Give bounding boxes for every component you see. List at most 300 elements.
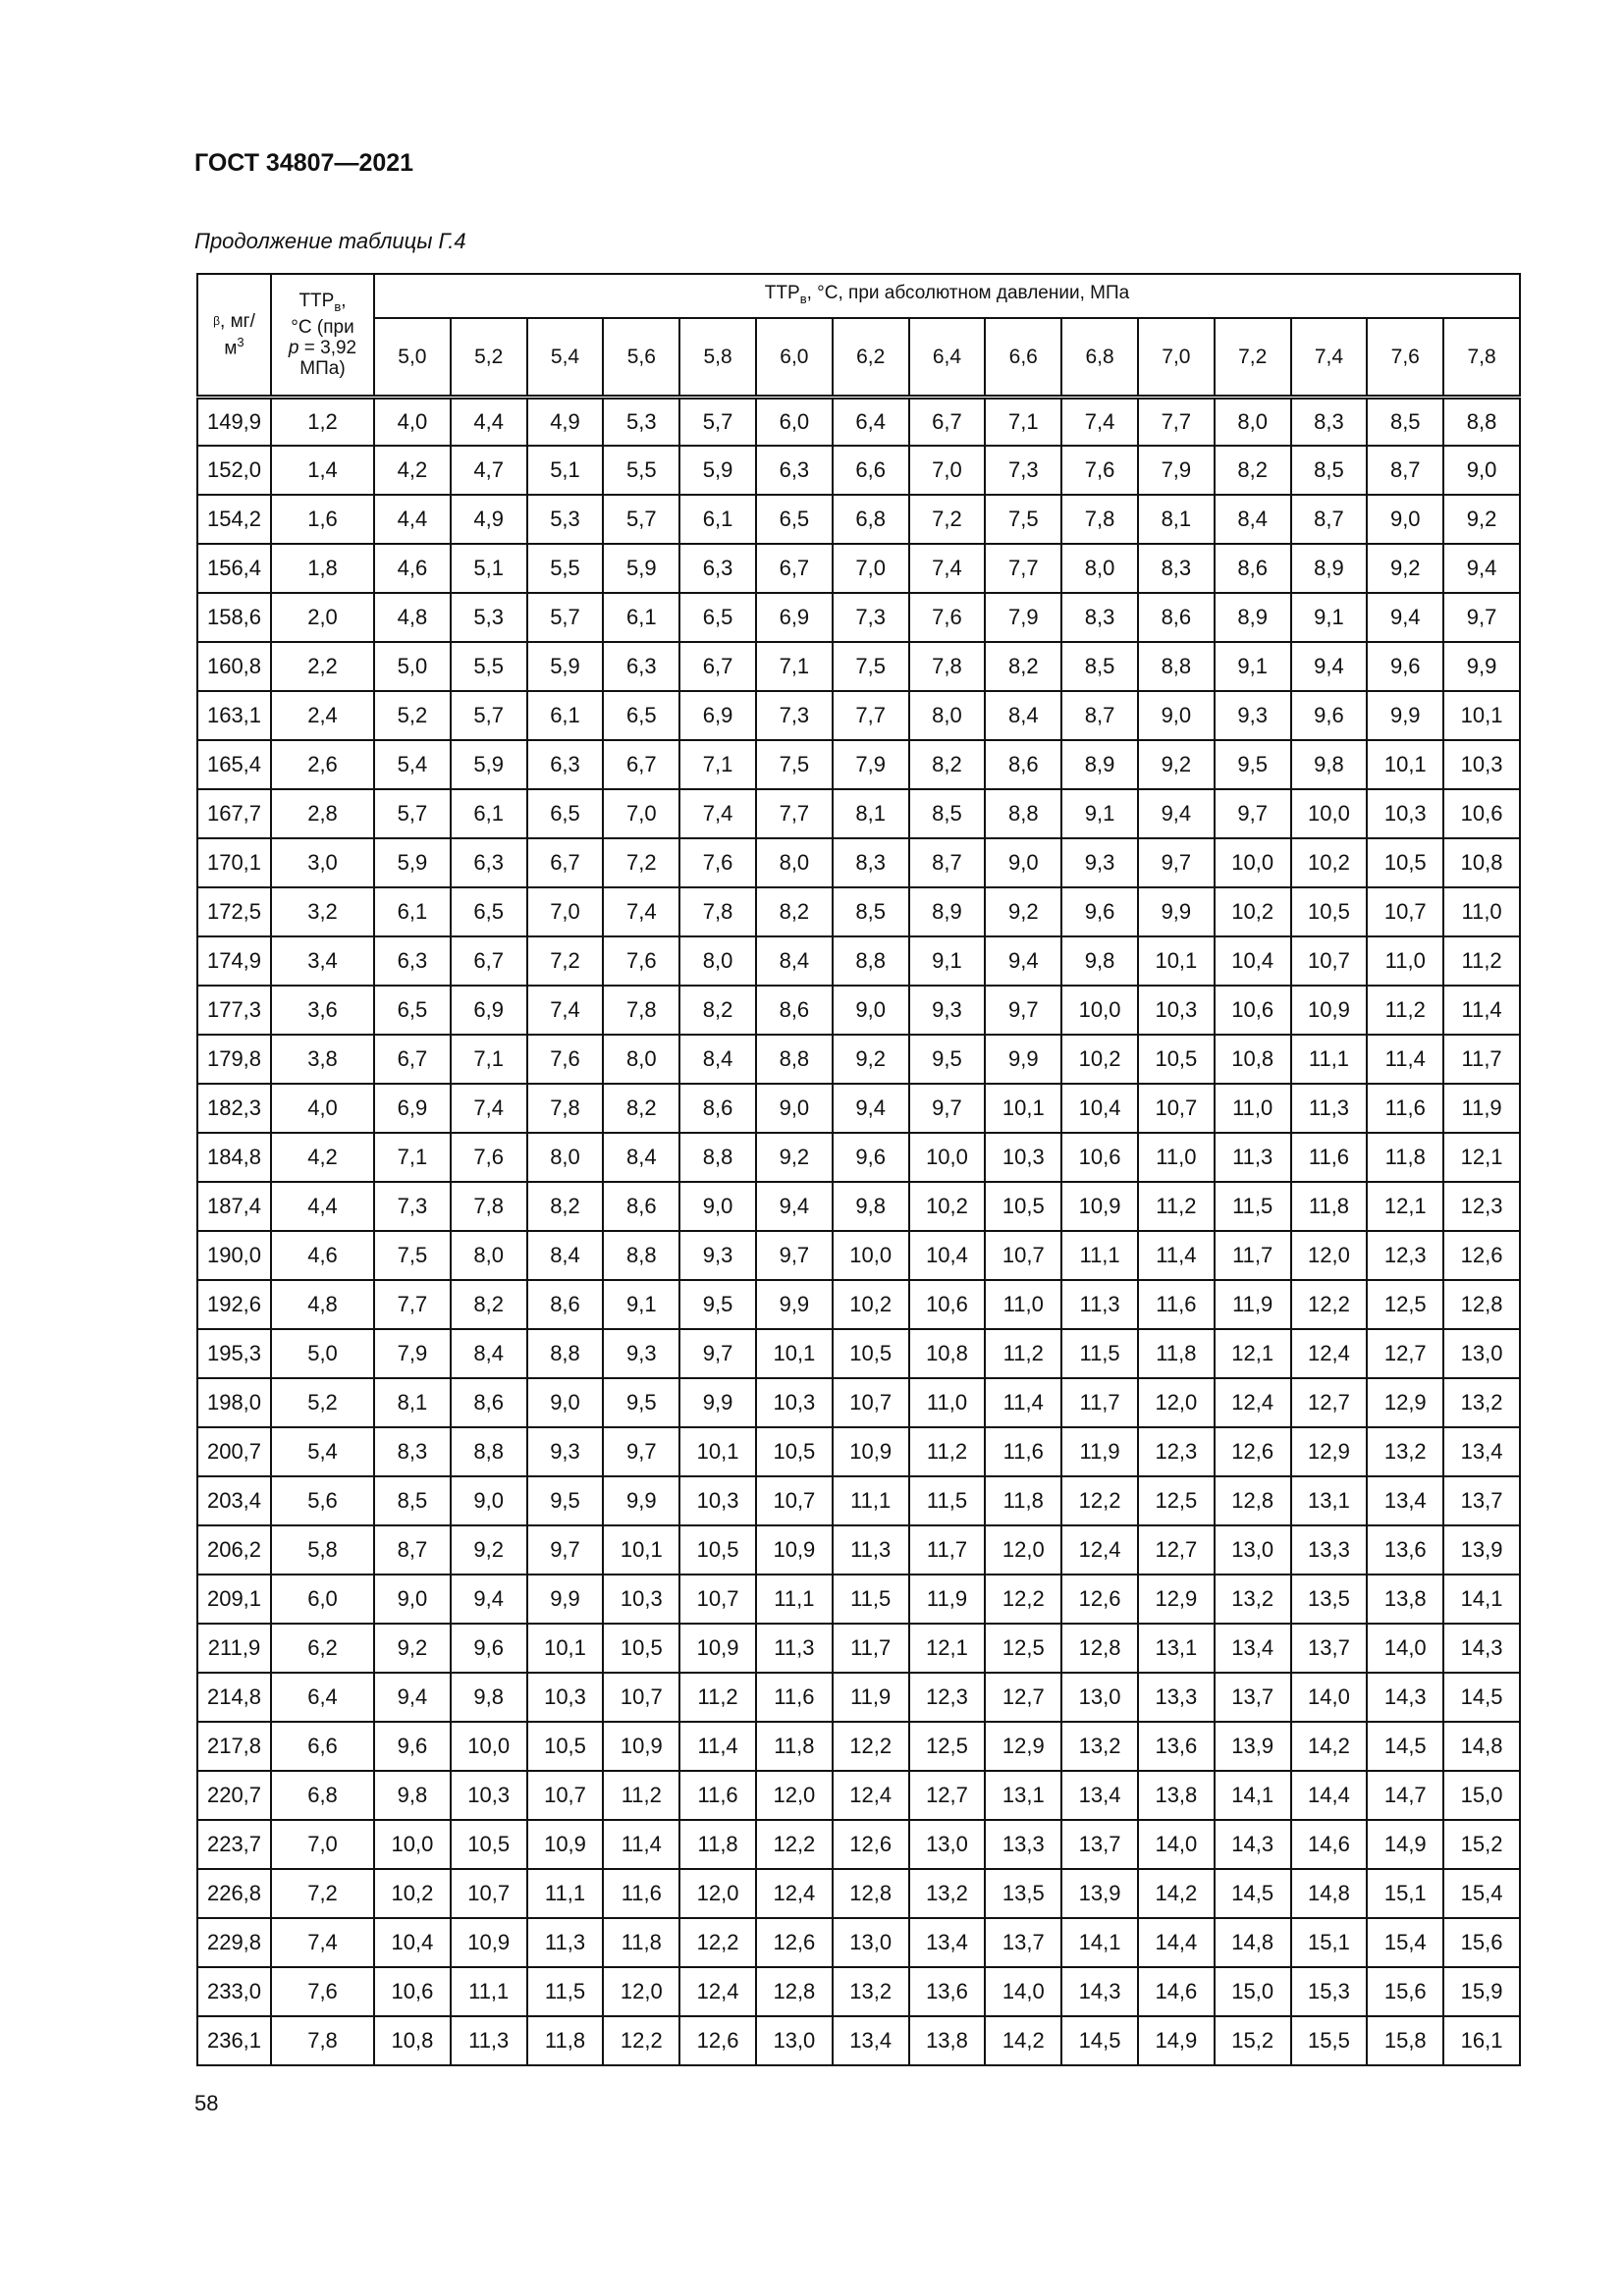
ttr-cell: 8,5 [1061,642,1138,691]
ttr-cell: 8,7 [1291,495,1368,544]
table-row [197,1427,1520,1476]
beta-cell: 174,9 [197,936,271,986]
ttr-cell: 9,7 [1215,789,1291,838]
ttr-cell: 14,5 [1367,1722,1443,1771]
ttr-cell: 9,7 [603,1427,679,1476]
ttr-cell: 11,0 [1138,1133,1215,1182]
ttr-cell: 15,8 [1367,2016,1443,2065]
ttr-cell: 8,4 [679,1035,756,1084]
ttr-cell: 10,1 [1443,691,1520,740]
ttr-cell: 7,3 [756,691,833,740]
ttr-base-cell: 5,6 [271,1476,374,1525]
beta-cell: 211,9 [197,1624,271,1673]
ttr-cell: 14,8 [1291,1869,1368,1918]
ttr-cell: 13,2 [1443,1378,1520,1427]
table-row [197,2016,1520,2065]
ttr-cell: 9,3 [1215,691,1291,740]
ttr-cell: 8,6 [1215,544,1291,593]
ttr-cell: 8,8 [985,789,1061,838]
ttr-cell: 10,5 [756,1427,833,1476]
ttr-cell: 10,3 [756,1378,833,1427]
ttr-cell: 8,7 [909,838,986,887]
ttr-cell: 7,8 [527,1084,604,1133]
ttr-cell: 8,2 [985,642,1061,691]
ttr-base-cell: 5,8 [271,1525,374,1575]
ttr-cell: 9,1 [1291,593,1368,642]
ttr-cell: 10,2 [1061,1035,1138,1084]
ttr-cell: 7,1 [985,397,1061,446]
ttr-cell: 15,4 [1367,1918,1443,1967]
ttr-cell: 11,1 [527,1869,604,1918]
ttr-cell: 8,6 [756,986,833,1035]
ttr-cell: 8,8 [756,1035,833,1084]
ttr-cell: 11,2 [1367,986,1443,1035]
table-row [197,642,1520,691]
ttr-cell: 7,0 [833,544,909,593]
ttr-cell: 7,6 [527,1035,604,1084]
ttr-cell: 12,7 [909,1771,986,1820]
ttr-cell: 15,1 [1367,1869,1443,1918]
ttr-cell: 12,6 [833,1820,909,1869]
ttr-cell: 10,9 [603,1722,679,1771]
ttr-base-cell: 5,2 [271,1378,374,1427]
ttr-cell: 11,8 [1291,1182,1368,1231]
table-row [197,1722,1520,1771]
ttr-cell: 13,7 [1061,1820,1138,1869]
ttr-cell: 8,3 [1138,544,1215,593]
ttr-cell: 13,4 [909,1918,986,1967]
ttr-cell: 7,3 [374,1182,451,1231]
ttr-cell: 14,5 [1061,2016,1138,2065]
ttr-cell: 5,3 [603,397,679,446]
ttr-cell: 10,6 [1443,789,1520,838]
ttr-cell: 6,5 [756,495,833,544]
ttr-cell: 4,9 [527,397,604,446]
ttr-cell: 7,9 [833,740,909,789]
ttr-cell: 11,8 [985,1476,1061,1525]
ttr-base-cell: 1,4 [271,446,374,495]
ttr-cell: 11,2 [603,1771,679,1820]
ttr-cell: 7,4 [603,887,679,936]
table-row [197,1182,1520,1231]
ttr-cell: 14,3 [1367,1673,1443,1722]
ttr-cell: 11,6 [1291,1133,1368,1182]
ttr-cell: 9,2 [756,1133,833,1182]
ttr-cell: 13,7 [1215,1673,1291,1722]
beta-cell: 179,8 [197,1035,271,1084]
ttr-cell: 5,0 [374,642,451,691]
ttr-cell: 10,1 [679,1427,756,1476]
ttr-cell: 6,3 [603,642,679,691]
ttr-cell: 12,3 [909,1673,986,1722]
ttr-cell: 5,7 [603,495,679,544]
ttr-base-cell: 1,8 [271,544,374,593]
ttr-cell: 12,1 [1443,1133,1520,1182]
ttr-cell: 6,7 [603,740,679,789]
ttr-cell: 9,4 [985,936,1061,986]
ttr-cell: 9,3 [679,1231,756,1280]
ttr-cell: 10,2 [1291,838,1368,887]
ttr-cell: 9,9 [1367,691,1443,740]
data-table [196,273,1521,2066]
ttr-cell: 11,0 [1443,887,1520,936]
ttr-cell: 5,9 [527,642,604,691]
ttr-cell: 10,5 [527,1722,604,1771]
ttr-cell: 14,1 [1443,1575,1520,1624]
ttr-cell: 11,2 [1443,936,1520,986]
ttr-cell: 12,0 [756,1771,833,1820]
ttr-cell: 10,5 [985,1182,1061,1231]
ttr-cell: 8,3 [833,838,909,887]
ttr-cell: 8,9 [909,887,986,936]
ttr-cell: 11,0 [985,1280,1061,1329]
table-row [197,1280,1520,1329]
ttr-cell: 8,4 [451,1329,527,1378]
pressure-header: 6,6 [985,318,1061,397]
ttr-cell: 10,2 [374,1869,451,1918]
ttr-cell: 9,7 [1443,593,1520,642]
ttr-cell: 9,7 [756,1231,833,1280]
ttr-cell: 15,4 [1443,1869,1520,1918]
ttr-cell: 12,5 [985,1624,1061,1673]
ttr-cell: 12,1 [1215,1329,1291,1378]
ttr-cell: 11,4 [1138,1231,1215,1280]
table-row [197,1476,1520,1525]
ttr-base-cell: 3,2 [271,887,374,936]
beta-cell: 187,4 [197,1182,271,1231]
ttr-cell: 13,4 [833,2016,909,2065]
ttr-cell: 13,5 [985,1869,1061,1918]
ttr-cell: 12,6 [756,1918,833,1967]
ttr-cell: 9,2 [1367,544,1443,593]
ttr-cell: 6,4 [833,397,909,446]
ttr-cell: 14,2 [985,2016,1061,2065]
table-body [197,397,1520,2065]
ttr-cell: 15,6 [1443,1918,1520,1967]
ttr-base-cell: 6,4 [271,1673,374,1722]
beta-cell: 198,0 [197,1378,271,1427]
ttr-cell: 9,3 [527,1427,604,1476]
ttr-cell: 11,6 [1367,1084,1443,1133]
ttr-cell: 13,0 [1443,1329,1520,1378]
beta-cell: 165,4 [197,740,271,789]
ttr-cell: 9,3 [909,986,986,1035]
beta-cell: 226,8 [197,1869,271,1918]
ttr-cell: 13,0 [756,2016,833,2065]
header-pressure-group: $ТТР_в$, °С, при абсолютном давлении, МПа [374,274,1520,318]
ttr-cell: 13,3 [985,1820,1061,1869]
ttr-cell: 11,1 [1061,1231,1138,1280]
ttr-cell: 9,2 [833,1035,909,1084]
ttr-cell: 12,2 [1291,1280,1368,1329]
ttr-cell: 11,0 [1215,1084,1291,1133]
ttr-cell: 10,3 [603,1575,679,1624]
beta-cell: 236,1 [197,2016,271,2065]
ttr-cell: 9,2 [451,1525,527,1575]
table-row [197,936,1520,986]
ttr-base-cell: 1,2 [271,397,374,446]
ttr-cell: 5,9 [603,544,679,593]
ttr-cell: 9,6 [1291,691,1368,740]
ttr-cell: 6,1 [374,887,451,936]
ttr-cell: 9,6 [451,1624,527,1673]
ttr-cell: 6,9 [451,986,527,1035]
ttr-cell: 12,6 [1215,1427,1291,1476]
ttr-cell: 12,0 [1291,1231,1368,1280]
ttr-base-cell: 2,8 [271,789,374,838]
ttr-cell: 11,3 [833,1525,909,1575]
ttr-cell: 12,8 [1215,1476,1291,1525]
ttr-cell: 9,0 [985,838,1061,887]
table-row [197,887,1520,936]
ttr-cell: 9,9 [756,1280,833,1329]
ttr-cell: 9,7 [1138,838,1215,887]
beta-cell: 158,6 [197,593,271,642]
ttr-cell: 13,2 [1215,1575,1291,1624]
ttr-cell: 14,2 [1291,1722,1368,1771]
ttr-cell: 10,7 [1367,887,1443,936]
ttr-cell: 8,9 [1215,593,1291,642]
ttr-cell: 5,7 [679,397,756,446]
beta-cell: 177,3 [197,986,271,1035]
ttr-cell: 9,7 [527,1525,604,1575]
ttr-cell: 9,4 [1291,642,1368,691]
ttr-cell: 10,2 [909,1182,986,1231]
table-row [197,789,1520,838]
ttr-cell: 9,4 [451,1575,527,1624]
ttr-cell: 5,2 [374,691,451,740]
ttr-cell: 10,8 [1443,838,1520,887]
table-row [197,1967,1520,2016]
ttr-cell: 8,0 [679,936,756,986]
ttr-cell: 12,5 [1367,1280,1443,1329]
ttr-cell: 9,0 [527,1378,604,1427]
ttr-cell: 7,4 [451,1084,527,1133]
ttr-cell: 6,7 [909,397,986,446]
table-row [197,1869,1520,1918]
ttr-cell: 10,4 [1061,1084,1138,1133]
ttr-cell: 11,3 [1291,1084,1368,1133]
ttr-cell: 14,1 [1215,1771,1291,1820]
ttr-cell: 10,3 [527,1673,604,1722]
ttr-cell: 12,3 [1367,1231,1443,1280]
ttr-cell: 7,6 [1061,446,1138,495]
pressure-header: 6,4 [909,318,986,397]
ttr-cell: 15,0 [1215,1967,1291,2016]
ttr-base-cell: 7,2 [271,1869,374,1918]
ttr-cell: 11,9 [833,1673,909,1722]
ttr-cell: 11,6 [603,1869,679,1918]
ttr-cell: 12,3 [1443,1182,1520,1231]
ttr-cell: 13,2 [1367,1427,1443,1476]
ttr-cell: 11,3 [527,1918,604,1967]
ttr-cell: 9,5 [1215,740,1291,789]
ttr-cell: 6,6 [833,446,909,495]
ttr-cell: 12,3 [1138,1427,1215,1476]
ttr-cell: 7,7 [1138,397,1215,446]
ttr-cell: 11,1 [1291,1035,1368,1084]
ttr-cell: 13,0 [833,1918,909,1967]
ttr-cell: 4,2 [374,446,451,495]
ttr-cell: 12,0 [1138,1378,1215,1427]
ttr-cell: 10,9 [833,1427,909,1476]
ttr-cell: 7,7 [985,544,1061,593]
ttr-cell: 10,7 [985,1231,1061,1280]
ttr-cell: 4,6 [374,544,451,593]
ttr-cell: 9,5 [527,1476,604,1525]
ttr-cell: 9,8 [833,1182,909,1231]
ttr-cell: 7,2 [909,495,986,544]
ttr-cell: 13,1 [985,1771,1061,1820]
ttr-cell: 10,1 [985,1084,1061,1133]
ttr-cell: 11,9 [1443,1084,1520,1133]
table-row [197,1035,1520,1084]
ttr-cell: 9,6 [374,1722,451,1771]
ttr-cell: 12,8 [833,1869,909,1918]
beta-cell: 152,0 [197,446,271,495]
ttr-cell: 14,8 [1443,1722,1520,1771]
ttr-cell: 11,8 [756,1722,833,1771]
ttr-cell: 11,4 [985,1378,1061,1427]
ttr-cell: 8,0 [1215,397,1291,446]
ttr-cell: 8,8 [451,1427,527,1476]
ttr-cell: 9,2 [985,887,1061,936]
ttr-cell: 13,0 [1061,1673,1138,1722]
pressure-header: 5,4 [527,318,604,397]
ttr-cell: 14,1 [1061,1918,1138,1967]
ttr-cell: 10,9 [756,1525,833,1575]
ttr-cell: 6,7 [527,838,604,887]
ttr-cell: 8,8 [603,1231,679,1280]
ttr-cell: 11,4 [603,1820,679,1869]
ttr-base-cell: 6,2 [271,1624,374,1673]
ttr-cell: 7,2 [527,936,604,986]
ttr-cell: 7,8 [1061,495,1138,544]
document-title: ГОСТ 34807—2021 [194,149,414,177]
ttr-cell: 7,9 [374,1329,451,1378]
ttr-cell: 14,4 [1138,1918,1215,1967]
table-row [197,1329,1520,1378]
beta-cell: 223,7 [197,1820,271,1869]
ttr-cell: 13,4 [1443,1427,1520,1476]
table-row [197,1673,1520,1722]
ttr-cell: 4,9 [451,495,527,544]
ttr-cell: 9,9 [679,1378,756,1427]
ttr-base-cell: 3,0 [271,838,374,887]
pressure-header: 7,8 [1443,318,1520,397]
ttr-cell: 9,7 [679,1329,756,1378]
ttr-cell: 14,0 [985,1967,1061,2016]
ttr-cell: 6,3 [374,936,451,986]
ttr-cell: 5,9 [679,446,756,495]
ttr-cell: 11,8 [603,1918,679,1967]
ttr-cell: 8,2 [679,986,756,1035]
ttr-cell: 10,4 [1215,936,1291,986]
ttr-cell: 8,0 [909,691,986,740]
ttr-cell: 12,7 [985,1673,1061,1722]
ttr-cell: 8,5 [909,789,986,838]
ttr-cell: 11,7 [833,1624,909,1673]
table-row [197,1918,1520,1967]
ttr-cell: 11,3 [1215,1133,1291,1182]
ttr-cell: 15,3 [1291,1967,1368,2016]
ttr-cell: 6,7 [451,936,527,986]
ttr-cell: 8,7 [1061,691,1138,740]
ttr-cell: 8,3 [374,1427,451,1476]
header-beta: $^\beta$, мг/ $м^3$ [197,274,271,397]
ttr-cell: 14,9 [1367,1820,1443,1869]
pressure-header: 6,8 [1061,318,1138,397]
ttr-cell: 5,7 [451,691,527,740]
ttr-cell: 12,7 [1367,1329,1443,1378]
ttr-cell: 13,8 [1138,1771,1215,1820]
ttr-cell: 4,0 [374,397,451,446]
ttr-cell: 7,0 [603,789,679,838]
ttr-cell: 8,6 [985,740,1061,789]
ttr-cell: 7,8 [603,986,679,1035]
ttr-cell: 12,5 [909,1722,986,1771]
ttr-cell: 14,6 [1291,1820,1368,1869]
ttr-cell: 10,5 [451,1820,527,1869]
ttr-cell: 11,1 [833,1476,909,1525]
ttr-cell: 4,4 [374,495,451,544]
ttr-cell: 13,8 [909,2016,986,2065]
ttr-cell: 16,1 [1443,2016,1520,2065]
ttr-cell: 14,8 [1215,1918,1291,1967]
ttr-cell: 8,4 [603,1133,679,1182]
table-row [197,1231,1520,1280]
ttr-cell: 15,5 [1291,2016,1368,2065]
ttr-cell: 6,8 [833,495,909,544]
ttr-cell: 11,9 [909,1575,986,1624]
ttr-cell: 6,1 [451,789,527,838]
ttr-cell: 10,9 [451,1918,527,1967]
ttr-cell: 10,5 [603,1624,679,1673]
ttr-cell: 11,2 [909,1427,986,1476]
ttr-cell: 7,4 [1061,397,1138,446]
ttr-cell: 8,6 [1138,593,1215,642]
ttr-cell: 8,3 [1061,593,1138,642]
ttr-cell: 6,3 [527,740,604,789]
ttr-cell: 9,7 [909,1084,986,1133]
ttr-cell: 6,1 [527,691,604,740]
ttr-cell: 15,2 [1443,1820,1520,1869]
ttr-cell: 10,7 [527,1771,604,1820]
ttr-cell: 10,7 [451,1869,527,1918]
ttr-cell: 5,3 [451,593,527,642]
ttr-cell: 11,3 [451,2016,527,2065]
ttr-cell: 5,9 [374,838,451,887]
ttr-cell: 11,5 [527,1967,604,2016]
ttr-base-cell: 2,6 [271,740,374,789]
ttr-cell: 12,9 [1138,1575,1215,1624]
ttr-cell: 13,4 [1215,1624,1291,1673]
ttr-cell: 8,5 [833,887,909,936]
pressure-header: 6,0 [756,318,833,397]
ttr-cell: 8,3 [1291,397,1368,446]
ttr-cell: 11,8 [679,1820,756,1869]
beta-cell: 163,1 [197,691,271,740]
ttr-cell: 9,2 [374,1624,451,1673]
ttr-cell: 9,2 [1443,495,1520,544]
beta-cell: 229,8 [197,1918,271,1967]
ttr-cell: 8,5 [374,1476,451,1525]
ttr-cell: 7,6 [451,1133,527,1182]
ttr-cell: 7,4 [679,789,756,838]
ttr-cell: 4,7 [451,446,527,495]
ttr-cell: 9,6 [1061,887,1138,936]
ttr-cell: 11,7 [1215,1231,1291,1280]
